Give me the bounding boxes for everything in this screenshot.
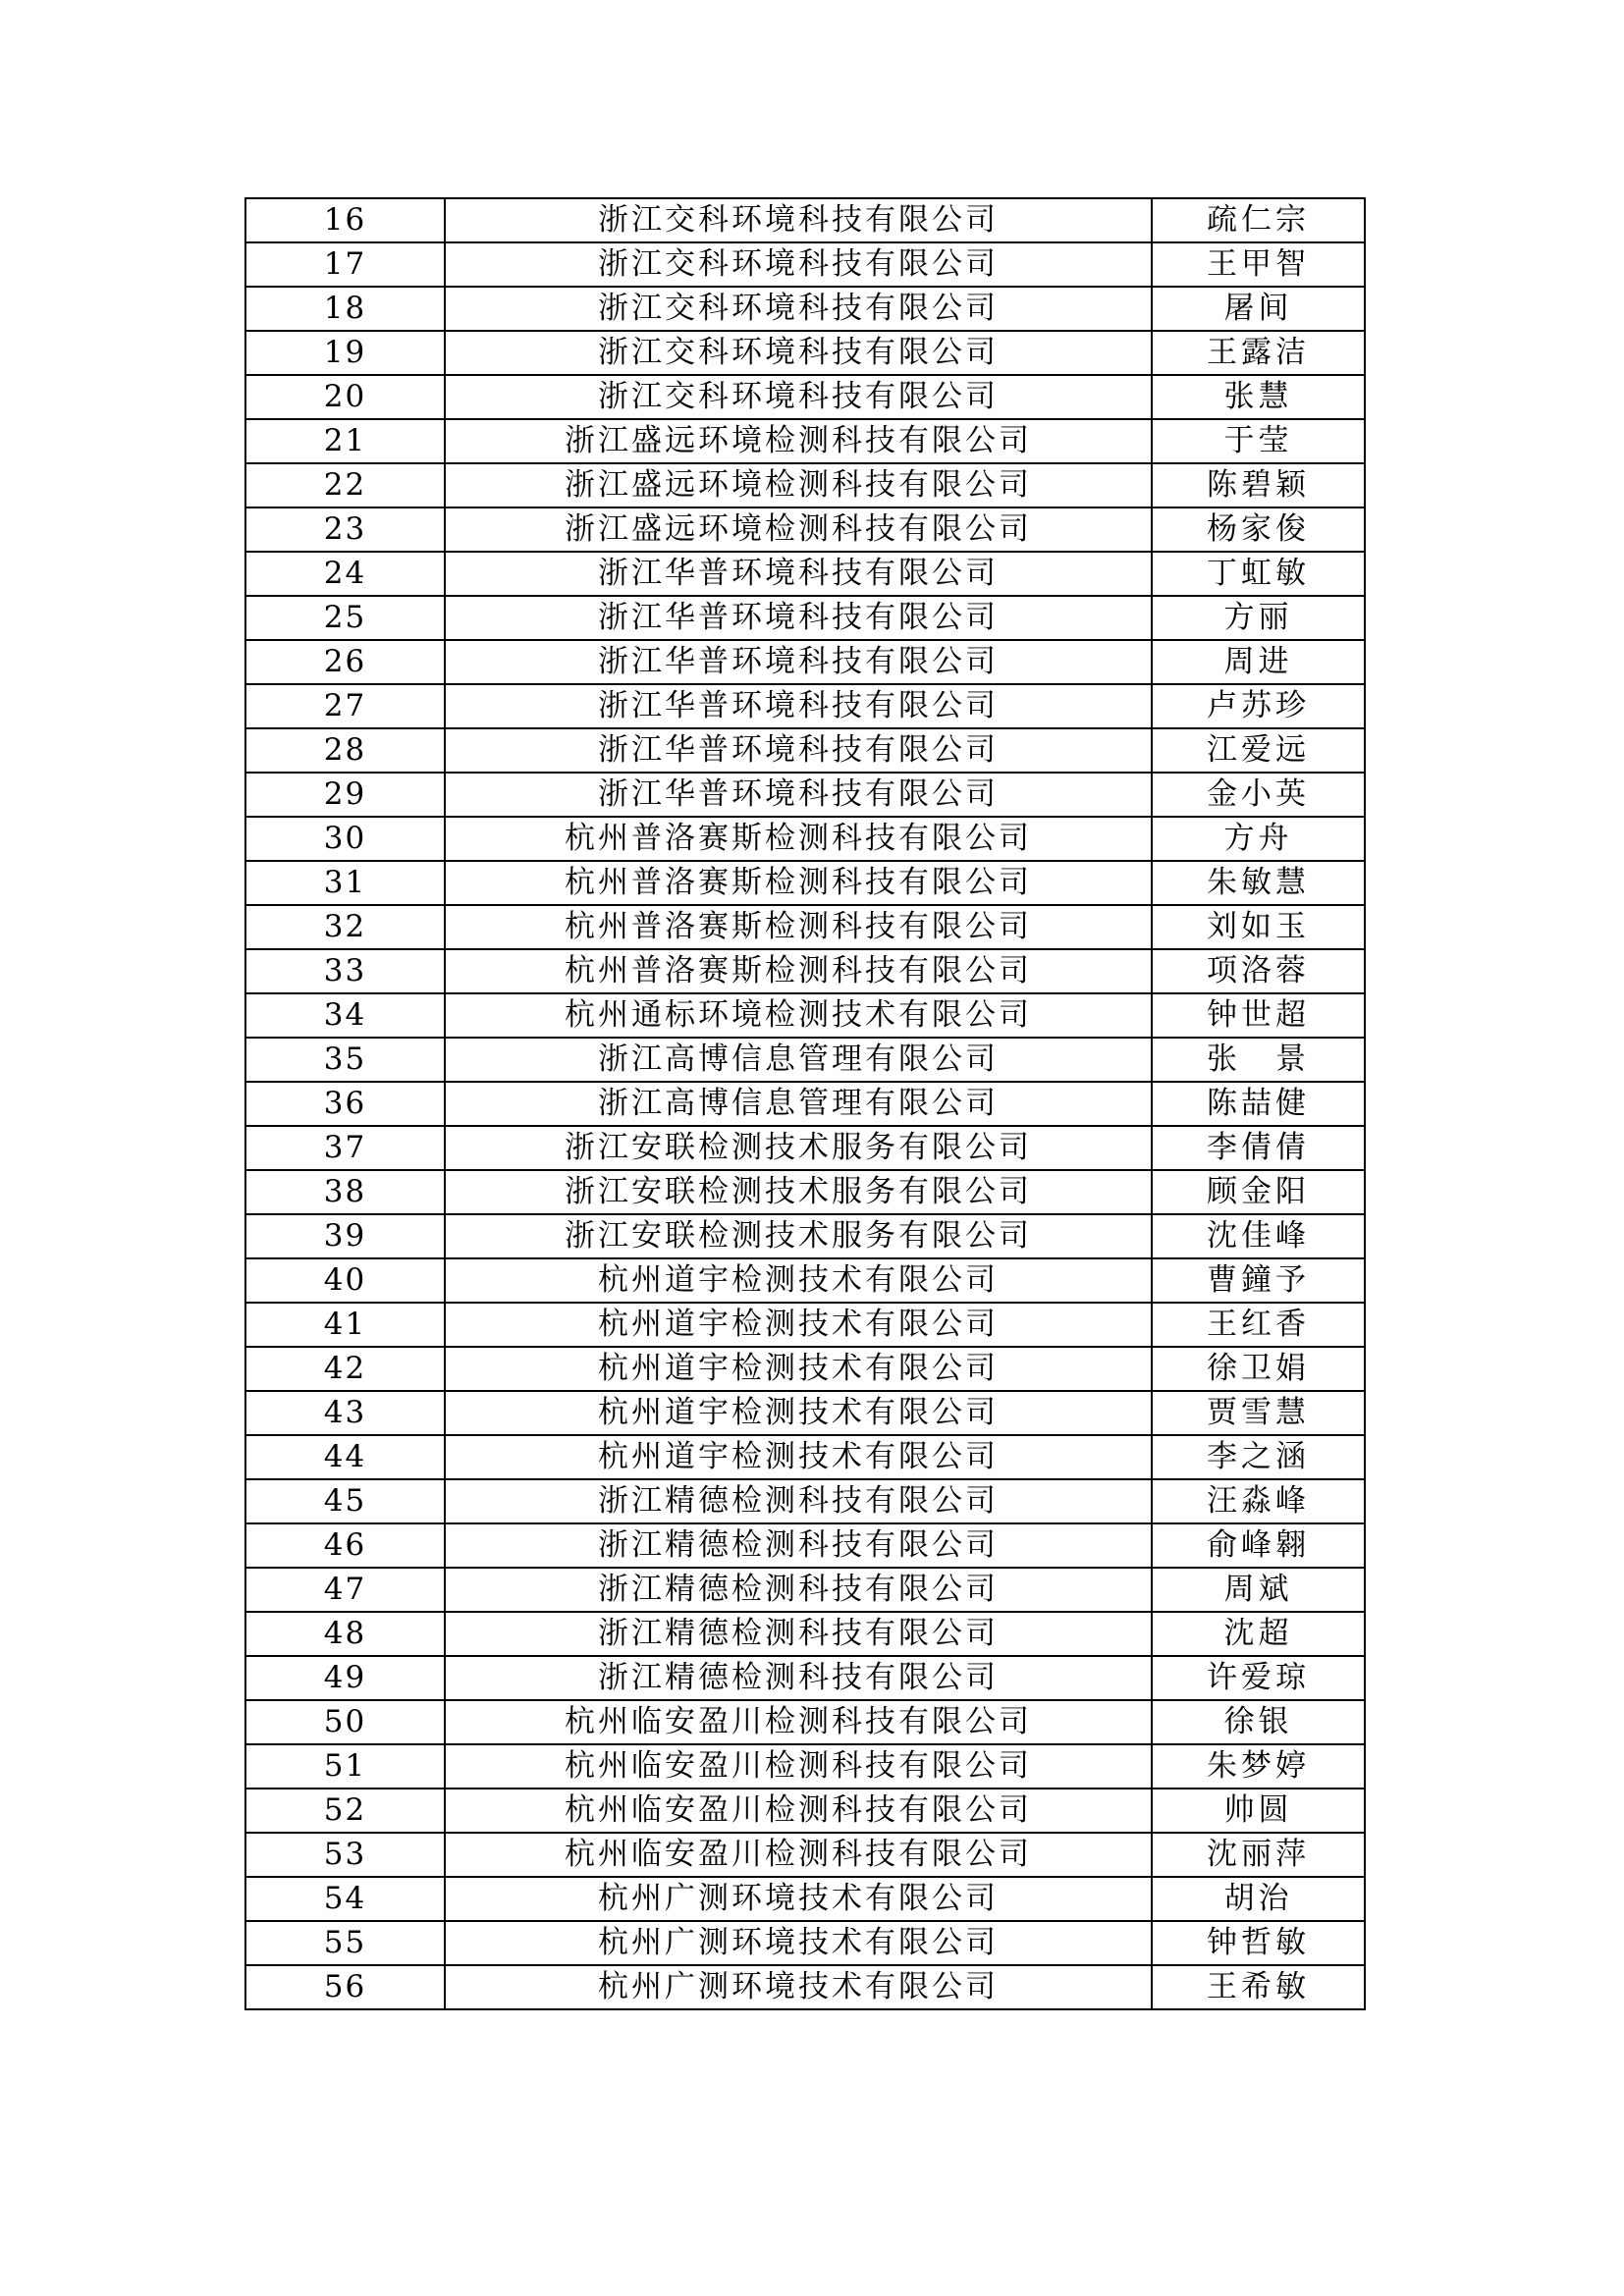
person-name-cell: 刘如玉 [1152, 905, 1365, 949]
person-name-cell: 沈佳峰 [1152, 1214, 1365, 1258]
row-number-cell: 31 [245, 861, 445, 905]
person-name-cell: 徐卫娟 [1152, 1347, 1365, 1391]
table-row [245, 1347, 1365, 1391]
company-cell: 浙江交科环境科技有限公司 [445, 242, 1152, 287]
row-number-cell: 35 [245, 1038, 445, 1082]
table-row [245, 1435, 1365, 1479]
table-row [245, 1656, 1365, 1700]
table-row [245, 1038, 1365, 1082]
person-name-cell: 李之涵 [1152, 1435, 1365, 1479]
row-number-cell: 18 [245, 287, 445, 331]
row-number-cell: 44 [245, 1435, 445, 1479]
row-number-cell: 28 [245, 728, 445, 773]
table-row [245, 287, 1365, 331]
row-number-cell: 54 [245, 1877, 445, 1921]
person-name-cell: 卢苏珍 [1152, 684, 1365, 728]
company-cell: 杭州普洛赛斯检测科技有限公司 [445, 861, 1152, 905]
row-number-cell: 48 [245, 1612, 445, 1656]
company-cell: 浙江华普环境科技有限公司 [445, 640, 1152, 684]
table-row [245, 242, 1365, 287]
person-name-cell: 汪淼峰 [1152, 1479, 1365, 1523]
company-cell: 杭州道宇检测技术有限公司 [445, 1258, 1152, 1303]
company-cell: 杭州临安盈川检测科技有限公司 [445, 1744, 1152, 1789]
company-cell: 浙江高博信息管理有限公司 [445, 1082, 1152, 1126]
person-name-cell: 朱敏慧 [1152, 861, 1365, 905]
company-cell: 杭州普洛赛斯检测科技有限公司 [445, 949, 1152, 993]
person-name-cell: 陈碧颖 [1152, 463, 1365, 507]
company-cell: 浙江盛远环境检测科技有限公司 [445, 507, 1152, 552]
table-row [245, 1214, 1365, 1258]
person-name-cell: 周斌 [1152, 1568, 1365, 1612]
row-number-cell: 46 [245, 1523, 445, 1568]
roster-table-body [245, 198, 1365, 2009]
person-name-cell: 李倩倩 [1152, 1126, 1365, 1170]
person-name-cell: 许爱琼 [1152, 1656, 1365, 1700]
row-number-cell: 25 [245, 596, 445, 640]
table-row [245, 419, 1365, 463]
row-number-cell: 38 [245, 1170, 445, 1214]
row-number-cell: 53 [245, 1833, 445, 1877]
company-cell: 杭州广测环境技术有限公司 [445, 1965, 1152, 2009]
person-name-cell: 朱梦婷 [1152, 1744, 1365, 1789]
row-number-cell: 42 [245, 1347, 445, 1391]
row-number-cell: 17 [245, 242, 445, 287]
person-name-cell: 沈超 [1152, 1612, 1365, 1656]
row-number-cell: 20 [245, 375, 445, 419]
company-cell: 杭州临安盈川检测科技有限公司 [445, 1833, 1152, 1877]
person-name-cell: 江爱远 [1152, 728, 1365, 773]
person-name-cell: 俞峰翱 [1152, 1523, 1365, 1568]
row-number-cell: 39 [245, 1214, 445, 1258]
person-name-cell: 王希敏 [1152, 1965, 1365, 2009]
company-cell: 杭州通标环境检测技术有限公司 [445, 993, 1152, 1038]
row-number-cell: 50 [245, 1700, 445, 1744]
person-name-cell: 周进 [1152, 640, 1365, 684]
table-row [245, 949, 1365, 993]
row-number-cell: 32 [245, 905, 445, 949]
row-number-cell: 33 [245, 949, 445, 993]
table-row [245, 1921, 1365, 1965]
row-number-cell: 41 [245, 1303, 445, 1347]
company-cell: 浙江精德检测科技有限公司 [445, 1568, 1152, 1612]
company-cell: 杭州广测环境技术有限公司 [445, 1921, 1152, 1965]
company-cell: 浙江交科环境科技有限公司 [445, 331, 1152, 375]
person-name-cell: 张 景 [1152, 1038, 1365, 1082]
row-number-cell: 51 [245, 1744, 445, 1789]
row-number-cell: 49 [245, 1656, 445, 1700]
company-cell: 浙江交科环境科技有限公司 [445, 198, 1152, 242]
table-row [245, 684, 1365, 728]
table-row [245, 1479, 1365, 1523]
row-number-cell: 52 [245, 1789, 445, 1833]
person-name-cell: 王红香 [1152, 1303, 1365, 1347]
person-name-cell: 方丽 [1152, 596, 1365, 640]
person-name-cell: 丁虹敏 [1152, 552, 1365, 596]
table-row [245, 375, 1365, 419]
table-row [245, 1965, 1365, 2009]
table-row [245, 773, 1365, 817]
person-name-cell: 方舟 [1152, 817, 1365, 861]
company-cell: 浙江安联检测技术服务有限公司 [445, 1214, 1152, 1258]
table-row [245, 1258, 1365, 1303]
company-cell: 杭州普洛赛斯检测科技有限公司 [445, 905, 1152, 949]
table-row [245, 507, 1365, 552]
person-name-cell: 贾雪慧 [1152, 1391, 1365, 1435]
table-row [245, 1391, 1365, 1435]
person-name-cell: 王露洁 [1152, 331, 1365, 375]
company-cell: 浙江安联检测技术服务有限公司 [445, 1126, 1152, 1170]
table-row [245, 1568, 1365, 1612]
row-number-cell: 56 [245, 1965, 445, 2009]
row-number-cell: 29 [245, 773, 445, 817]
person-name-cell: 屠间 [1152, 287, 1365, 331]
company-cell: 杭州道宇检测技术有限公司 [445, 1391, 1152, 1435]
company-cell: 浙江华普环境科技有限公司 [445, 728, 1152, 773]
person-name-cell: 帅圆 [1152, 1789, 1365, 1833]
table-row [245, 1700, 1365, 1744]
company-cell: 浙江华普环境科技有限公司 [445, 684, 1152, 728]
person-name-cell: 钟哲敏 [1152, 1921, 1365, 1965]
company-cell: 浙江华普环境科技有限公司 [445, 773, 1152, 817]
person-name-cell: 张慧 [1152, 375, 1365, 419]
company-cell: 浙江华普环境科技有限公司 [445, 596, 1152, 640]
table-row [245, 817, 1365, 861]
table-row [245, 1877, 1365, 1921]
company-cell: 浙江精德检测科技有限公司 [445, 1656, 1152, 1700]
company-cell: 杭州道宇检测技术有限公司 [445, 1347, 1152, 1391]
company-cell: 杭州道宇检测技术有限公司 [445, 1303, 1152, 1347]
company-cell: 杭州临安盈川检测科技有限公司 [445, 1700, 1152, 1744]
table-row [245, 1170, 1365, 1214]
table-row [245, 1523, 1365, 1568]
person-name-cell: 沈丽萍 [1152, 1833, 1365, 1877]
table-row [245, 1303, 1365, 1347]
company-cell: 浙江交科环境科技有限公司 [445, 375, 1152, 419]
row-number-cell: 26 [245, 640, 445, 684]
person-name-cell: 胡治 [1152, 1877, 1365, 1921]
row-number-cell: 37 [245, 1126, 445, 1170]
table-row [245, 1126, 1365, 1170]
company-cell: 浙江精德检测科技有限公司 [445, 1523, 1152, 1568]
table-row [245, 1612, 1365, 1656]
row-number-cell: 45 [245, 1479, 445, 1523]
company-cell: 浙江安联检测技术服务有限公司 [445, 1170, 1152, 1214]
company-cell: 浙江盛远环境检测科技有限公司 [445, 419, 1152, 463]
person-name-cell: 金小英 [1152, 773, 1365, 817]
row-number-cell: 55 [245, 1921, 445, 1965]
table-row [245, 905, 1365, 949]
table-row [245, 198, 1365, 242]
row-number-cell: 23 [245, 507, 445, 552]
row-number-cell: 27 [245, 684, 445, 728]
row-number-cell: 47 [245, 1568, 445, 1612]
table-row [245, 993, 1365, 1038]
row-number-cell: 34 [245, 993, 445, 1038]
table-row [245, 331, 1365, 375]
person-name-cell: 杨家俊 [1152, 507, 1365, 552]
person-name-cell: 疏仁宗 [1152, 198, 1365, 242]
company-cell: 浙江华普环境科技有限公司 [445, 552, 1152, 596]
person-name-cell: 钟世超 [1152, 993, 1365, 1038]
company-cell: 杭州普洛赛斯检测科技有限公司 [445, 817, 1152, 861]
table-row [245, 1082, 1365, 1126]
table-row [245, 728, 1365, 773]
person-name-cell: 王甲智 [1152, 242, 1365, 287]
company-cell: 杭州广测环境技术有限公司 [445, 1877, 1152, 1921]
person-name-cell: 于莹 [1152, 419, 1365, 463]
company-cell: 浙江高博信息管理有限公司 [445, 1038, 1152, 1082]
row-number-cell: 21 [245, 419, 445, 463]
row-number-cell: 22 [245, 463, 445, 507]
table-row [245, 640, 1365, 684]
company-cell: 杭州临安盈川检测科技有限公司 [445, 1789, 1152, 1833]
table-row [245, 1789, 1365, 1833]
person-name-cell: 陈喆健 [1152, 1082, 1365, 1126]
company-cell: 浙江精德检测科技有限公司 [445, 1479, 1152, 1523]
table-row [245, 552, 1365, 596]
person-name-cell: 项洛蓉 [1152, 949, 1365, 993]
company-cell: 浙江交科环境科技有限公司 [445, 287, 1152, 331]
table-row [245, 861, 1365, 905]
company-cell: 杭州道宇检测技术有限公司 [445, 1435, 1152, 1479]
row-number-cell: 43 [245, 1391, 445, 1435]
row-number-cell: 19 [245, 331, 445, 375]
person-name-cell: 顾金阳 [1152, 1170, 1365, 1214]
row-number-cell: 40 [245, 1258, 445, 1303]
row-number-cell: 16 [245, 198, 445, 242]
table-row [245, 1833, 1365, 1877]
person-name-cell: 徐银 [1152, 1700, 1365, 1744]
person-name-cell: 曹鐘予 [1152, 1258, 1365, 1303]
row-number-cell: 24 [245, 552, 445, 596]
row-number-cell: 30 [245, 817, 445, 861]
row-number-cell: 36 [245, 1082, 445, 1126]
table-row [245, 596, 1365, 640]
table-row [245, 463, 1365, 507]
table-row [245, 1744, 1365, 1789]
company-cell: 浙江精德检测科技有限公司 [445, 1612, 1152, 1656]
roster-table [244, 197, 1366, 2010]
company-cell: 浙江盛远环境检测科技有限公司 [445, 463, 1152, 507]
